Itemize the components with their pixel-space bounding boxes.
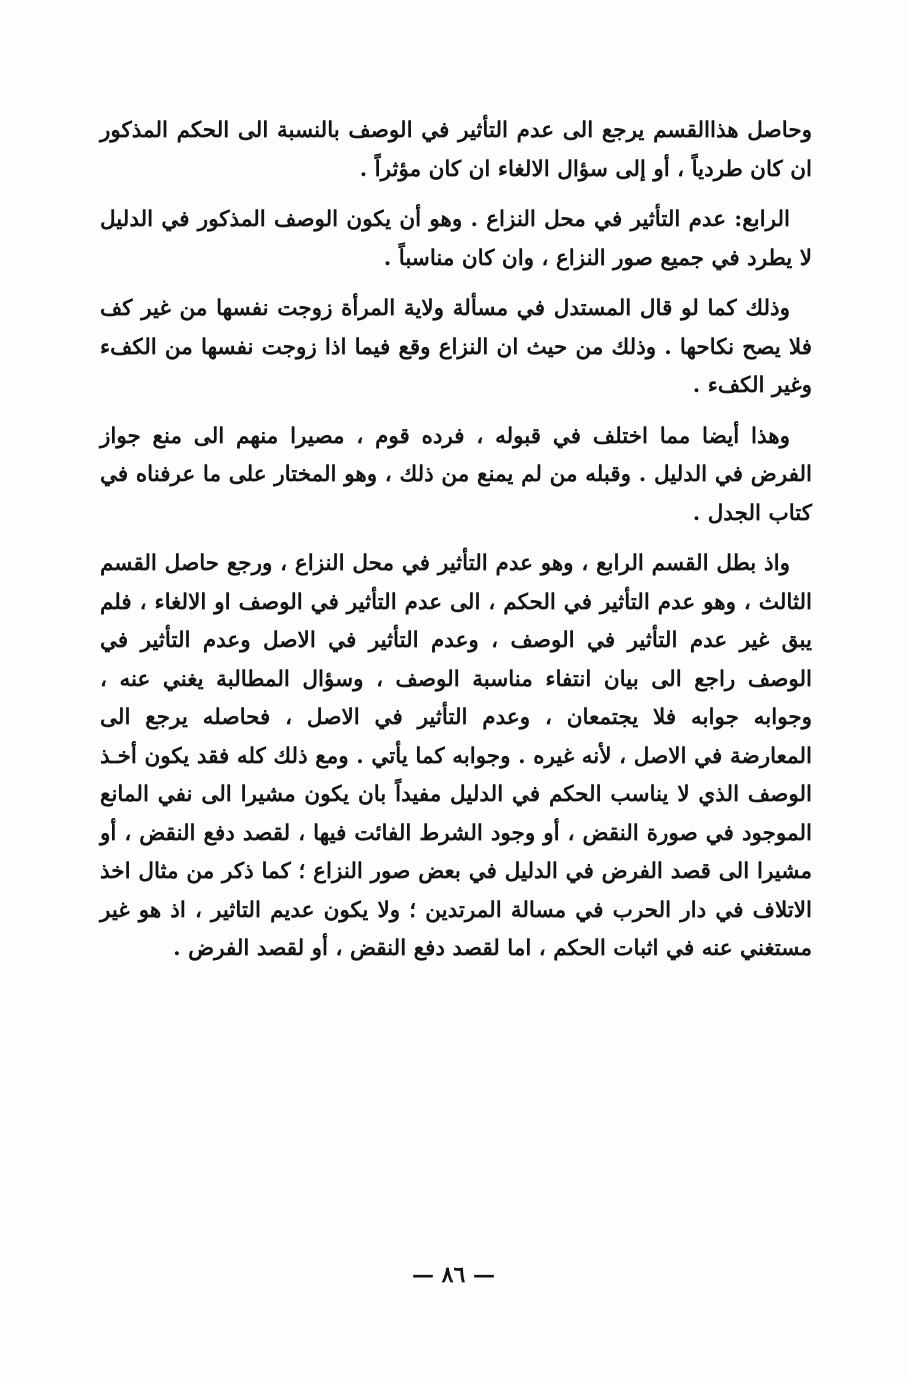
paragraph-3: وذلك كما لو قال المستدل في مسألة ولاية المرأة زوجت نفسها من غير كف فلا يصح نكاحها . وذلك من حيث ان النزاع وقع فيما اذا زوجت نفسها من الكفء وغير الكفء .	[100, 296, 812, 398]
body-text	[100, 112, 812, 981]
paragraph-1: وحاصل هذاالقسم يرجع الى عدم التأثير في الوصف بالنسبة الى الحكم المذكور ان كان طردياً ، أو إلى سؤال الالغاء ان كان مؤثراً .	[100, 118, 812, 182]
paragraph-2: الرابع: عدم التأثير في محل النزاع . وهو أن يكون الوصف المذكور في الدليل لا يطرد في جميع صور النزاع ، وان كان مناسباً .	[100, 207, 812, 271]
paragraph-5: واذ بطل القسم الرابع ، وهو عدم التأثير في محل النزاع ، ورجع حاصل القسم الثالث ، وهو عدم التأثير في الحكم ، الى عدم التأثير في الوصف او الالغاء ، فلم يبق غير عدم التأثير في الوصف ، وعدم التأثير في الاصل وعدم التأثير في الوصف راجع الى بيان انتفاء مناسبة الوصف ، وسؤال المطالبة يغني عنه ، وجوابه جوابه فلا يجتمعان ، وعدم التأثير في الاصل ، فحاصله يرجع الى المعارضة في الاصل ، لأنه غيره . وجوابه كما يأتي . ومع ذلك كله فقد يكون أخـذ الوصف الذي لا يناسب الحكم في الدليل مفيداً بان يكون مشيرا الى نفي المانع الموجود في صورة النقض ، أو وجود الشرط الفائت فيها ، لقصد دفع النقض ، أو مشيرا الى قصد الفرض في الدليل في بعض صور النزاع ؛ كما ذكر من مثال اخذ الاتلاف في دار الحرب في مسالة المرتدين ؛ ولا يكون عديم التاثير ، اذ هو غير مستغني عنه في اثبات الحكم ، اما لقصد دفع النقض ، أو لقصد الفرض .	[100, 551, 812, 961]
paragraph-4: وهذا أيضا مما اختلف في قبوله ، فرده قوم ، مصيرا منهم الى منع جواز الفرض في الدليل . وقبله من لم يمنع من ذلك ، وهو المختار على ما عرفناه في كتاب الجدل .	[100, 423, 812, 526]
page-number: — ٨٦ —	[412, 1262, 495, 1288]
